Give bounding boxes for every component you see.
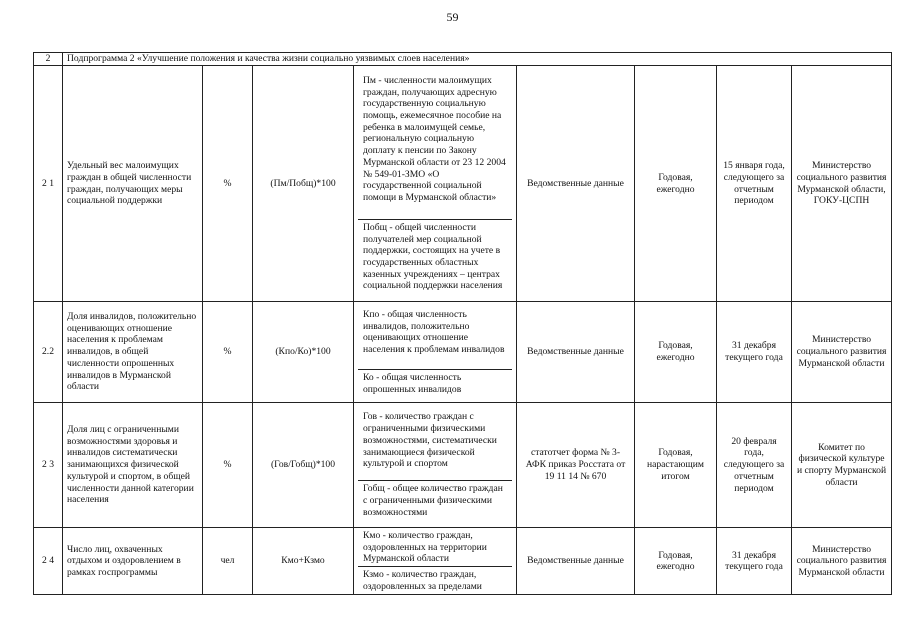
variables-cell — [354, 66, 517, 302]
table-row — [34, 66, 892, 302]
deadline: 31 декабря текущего года — [717, 302, 792, 403]
row-number: 2.2 — [34, 302, 63, 403]
variable-description: Побщ - общей численности получателей мер социальной поддержки, состоящих на учете в государственных областных казенных учреждениях – центрах социальной поддержки населения — [358, 219, 512, 294]
formula: (Гов/Гобщ)*100 — [253, 403, 354, 528]
data-source: Ведомственные данные — [517, 66, 635, 302]
formula: (Пм/Побщ)*100 — [253, 66, 354, 302]
data-source: Ведомственные данные — [517, 528, 635, 595]
formula: Кмо+Кзмо — [253, 528, 354, 595]
row-number: 2 3 — [34, 403, 63, 528]
variable-description: Кмо - количество граждан, оздоровленных на территории Мурманской области — [363, 530, 487, 565]
indicator-name: Доля лиц с ограниченными возможностями здоровья и инвалидов систематически занимающихся физической культурой и спортом, в общей численности данной категории населения — [63, 403, 203, 528]
unit: % — [203, 302, 253, 403]
variable-description: Ко - общая численность опрошенных инвалидов — [358, 369, 512, 397]
indicator-name: Число лиц, охваченных отдыхом и оздоровлением в рамках госпрограммы — [63, 528, 203, 595]
periodicity: Годовая, ежегодно — [635, 528, 717, 595]
variables-cell — [354, 302, 517, 403]
subprogram-number: 2 — [34, 53, 63, 66]
deadline: 31 декабря текущего года — [717, 528, 792, 595]
unit: % — [203, 66, 253, 302]
variables-cell — [354, 528, 517, 595]
table-row — [34, 403, 892, 528]
unit: % — [203, 403, 253, 528]
variable-description: Гобщ - общее количество граждан с ограниченными физическими возможностями — [358, 480, 512, 520]
deadline: 20 февраля года, следующего за отчетным периодом — [717, 403, 792, 528]
subprogram-title: Подпрограмма 2 «Улучшение положения и качества жизни социально уязвимых слоев населения» — [63, 53, 892, 66]
responsible: Комитет по физической культуре и спорту Мурманской области — [792, 403, 892, 528]
page-number: 59 — [446, 10, 459, 24]
variable-description: Гов - количество граждан с ограниченными физическими возможностями, систематически занимающиеся физической культурой и спортом — [363, 411, 497, 470]
data-source: статотчет форма № 3-АФК приказ Росстата от 19 11 14 № 670 — [517, 403, 635, 528]
responsible: Министерство социального развития Мурманской области, ГОКУ-ЦСПН — [792, 66, 892, 302]
variables-cell — [354, 403, 517, 528]
unit: чел — [203, 528, 253, 595]
row-number: 2 4 — [34, 528, 63, 595]
subprogram-header-row — [34, 53, 892, 66]
indicator-name: Удельный вес малоимущих граждан в общей численности граждан, получающих меры социальной поддержки — [63, 66, 203, 302]
data-source: Ведомственные данные — [517, 302, 635, 403]
deadline: 15 января года, следующего за отчетным периодом — [717, 66, 792, 302]
periodicity: Годовая, ежегодно — [635, 302, 717, 403]
responsible: Министерство социального развития Мурманской области — [792, 528, 892, 595]
indicators-table — [33, 52, 892, 595]
table-row — [34, 528, 892, 595]
variable-description: Пм - численности малоимущих граждан, получающих адресную государственную социальную помощь, ежемесячное пособие на ребенка в малоимущей семье, региональную социальную доплату к пенсии по Закону Мурманской области от 23 12 2004 № 549-01-ЗМО «О государственной социальной помощи в Мурманской области» — [363, 74, 506, 203]
variable-description: Кзмо - количество граждан, оздоровленных за пределами — [358, 566, 512, 594]
row-number: 2 1 — [34, 66, 63, 302]
indicator-name: Доля инвалидов, положительно оценивающих отношение населения к проблемам инвалидов, в общей численности опрошенных инвалидов в Мурманской области — [63, 302, 203, 403]
table-row — [34, 302, 892, 403]
variable-description: Кпо - общая численность инвалидов, положительно оценивающих отношение населения к проблемам инвалидов — [363, 308, 505, 355]
responsible: Министерство социального развития Мурманской области — [792, 302, 892, 403]
periodicity: Годовая, ежегодно — [635, 66, 717, 302]
formula: (Кпо/Ко)*100 — [253, 302, 354, 403]
periodicity: Годовая, нарастающим итогом — [635, 403, 717, 528]
